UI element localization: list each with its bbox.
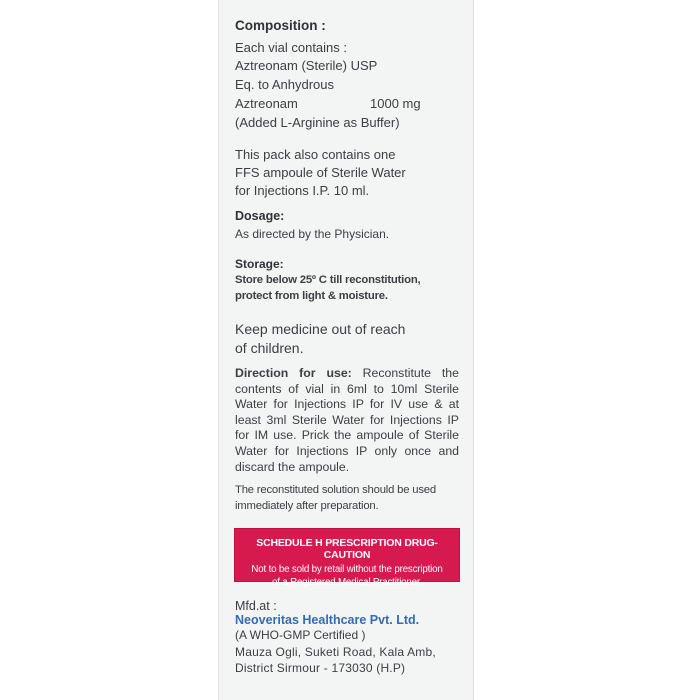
composition-line: Aztreonam (Sterile) USP	[235, 58, 378, 73]
manufacturer-address: District Sirmour - 173030 (H.P)	[235, 661, 406, 675]
caution-line: of a Registered Medical Practitioner.	[272, 577, 422, 588]
dose-strength: 1000 mg	[370, 96, 421, 111]
manufacturer-name: Neoveritas Healthcare Pvt. Ltd.	[235, 613, 420, 627]
direction-heading: Direction for use:	[235, 366, 352, 380]
dosage-text: As directed by the Physician.	[235, 227, 390, 241]
dosage-heading: Dosage:	[235, 209, 285, 223]
reconstitution-note-line: The reconstituted solution should be used	[235, 484, 436, 496]
storage-line: Store below 25º C till reconstitution,	[235, 274, 421, 286]
pack-contents-line: for Injections I.P. 10 ml.	[235, 183, 370, 198]
direction-for-use	[235, 366, 459, 475]
caution-line: Not to be sold by retail without the prescription	[251, 564, 443, 575]
composition-line: Aztreonam	[235, 96, 298, 111]
storage-line: protect from light & moisture.	[235, 290, 388, 302]
keep-away-line: Keep medicine out of reach	[235, 321, 406, 337]
composition-line: (Added L-Arginine as Buffer)	[235, 115, 400, 130]
manufacturer-address: Mauza Ogli, Suketi Road, Kala Amb,	[235, 645, 436, 659]
carton-side-panel	[218, 0, 474, 700]
composition-heading: Composition :	[235, 18, 326, 33]
composition-line: Each vial contains :	[235, 40, 348, 55]
pack-contents-line: FFS ampoule of Sterile Water	[235, 165, 406, 180]
manufacturer-certification: (A WHO-GMP Certified )	[235, 628, 366, 642]
manufactured-at-label: Mfd.at :	[235, 599, 277, 613]
reconstitution-note-line: immediately after preparation.	[235, 500, 379, 512]
caution-title: SCHEDULE H PRESCRIPTION DRUG- CAUTION	[256, 537, 438, 561]
direction-text: Reconstitute the contents of vial in 6ml to 10ml Sterile Water for Injections IP for IV use & at least 3ml Sterile Water for Injections IP for IM use. Prick the ampoule of Sterile Water for Injections IP only once and discard the ampoule.	[235, 366, 459, 474]
storage-heading: Storage:	[235, 257, 284, 271]
composition-line: Eq. to Anhydrous	[235, 77, 335, 92]
pack-contents-line: This pack also contains one	[235, 147, 396, 162]
schedule-h-caution-box	[234, 528, 460, 588]
keep-away-line: of children.	[235, 340, 304, 356]
